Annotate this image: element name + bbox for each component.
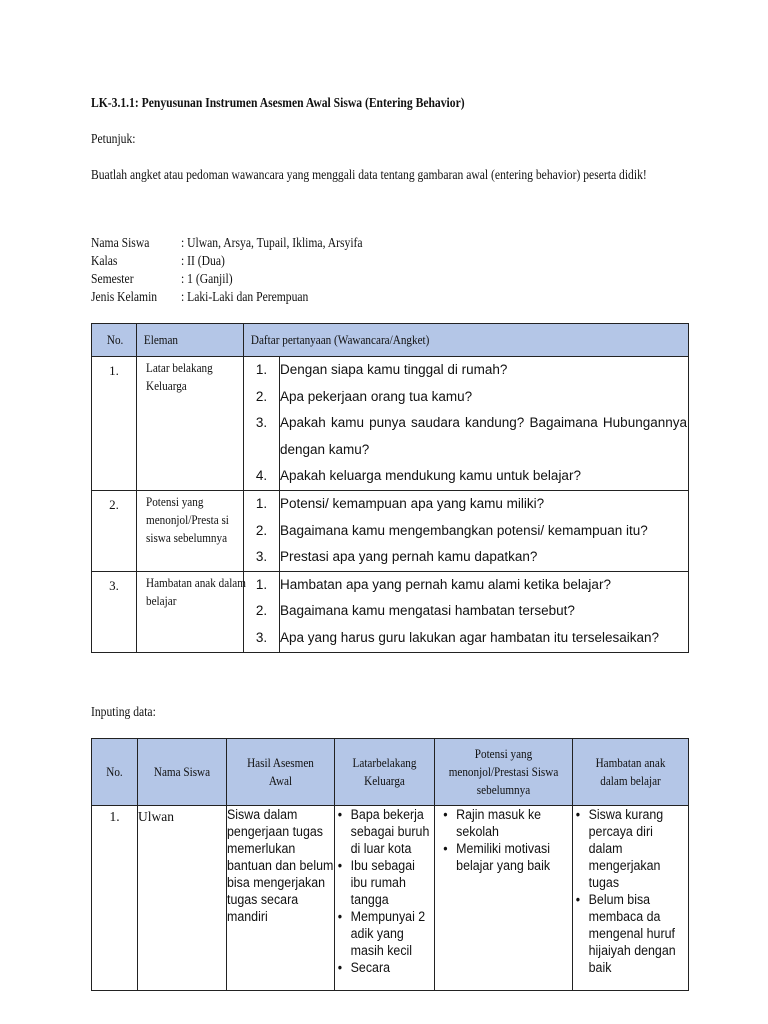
header-questions: Daftar pertanyaan (Wawancara/Angket)	[244, 324, 689, 357]
question-item: 3. Apakah kamu punya saudara kandung? Bagaimana Hubungannya dengan kamu?	[244, 410, 688, 463]
student-name: Ulwan	[138, 806, 227, 991]
row-number: 2.	[92, 490, 137, 571]
learning-obstacles	[573, 806, 689, 991]
table-row	[92, 806, 689, 991]
petunjuk-label: Petunjuk:	[91, 131, 136, 146]
table-row	[92, 490, 689, 571]
question-item: 4. Apakah keluarga mendukung kamu untuk belajar?	[244, 463, 688, 490]
question-item: 2. Apa pekerjaan orang tua kamu?	[244, 384, 688, 411]
assessment-result: Siswa dalam pengerjaan tugas memerlukan bantuan dan belum bisa mengerjakan tugas secara mandiri	[227, 806, 335, 991]
info-key: Jenis Kelamin	[91, 289, 158, 304]
row-number: 3.	[92, 571, 137, 652]
question-item: 3. Prestasi apa yang pernah kamu dapatkan?	[244, 544, 688, 571]
potential-achievement	[435, 806, 573, 991]
list-item: • Mempunyai 2 adik yang masih kecil	[335, 908, 434, 959]
info-row-nama	[91, 234, 392, 252]
question-table	[91, 323, 689, 653]
info-value: : Laki-Laki dan Perempuan	[181, 289, 309, 304]
question-table-header	[92, 324, 689, 357]
instruction-paragraph: Buatlah angket atau pedoman wawancara yang menggali data tentang gambaran awal (entering behavior) peserta didik!	[91, 167, 647, 182]
student-info	[91, 234, 392, 306]
question-item: 1. Dengan siapa kamu tinggal di rumah?	[244, 357, 688, 384]
info-value: : II (Dua)	[181, 253, 225, 268]
question-item: 3. Apa yang harus guru lakukan agar hambatan itu terselesaikan?	[244, 625, 688, 652]
document-title: LK-3.1.1: Penyusunan Instrumen Asesmen Awal Siswa (Entering Behavior)	[91, 95, 465, 110]
question-item: 1. Hambatan apa yang pernah kamu alami ketika belajar?	[244, 572, 688, 599]
list-item: • Rajin masuk ke sekolah	[441, 806, 570, 840]
list-item: • Secara	[335, 959, 434, 976]
questions-cell	[244, 357, 689, 491]
question-item: 2. Bagaimana kamu mengatasi hambatan tersebut?	[244, 598, 688, 625]
row-number: 1.	[92, 806, 138, 991]
table-row	[92, 357, 689, 491]
info-row-semester	[91, 270, 392, 288]
list-item: • Ibu sebagai ibu rumah tangga	[335, 857, 434, 908]
questions-cell	[244, 571, 689, 652]
question-item: 1. Potensi/ kemampuan apa yang kamu miliki?	[244, 491, 688, 518]
table-row	[92, 571, 689, 652]
questions-cell	[244, 490, 689, 571]
element-cell: Hambatan anak dalam belajar	[137, 571, 244, 652]
header-potensi: Potensi yang menonjol/Prestasi Siswa sebelumnya	[435, 739, 573, 806]
list-item: • Memiliki motivasi belajar yang baik	[441, 840, 570, 874]
info-value: : Ulwan, Arsya, Tupail, Iklima, Arsyifa	[181, 235, 363, 250]
info-row-kelas	[91, 252, 392, 270]
header-latar-belakang: Latarbelakang Keluarga	[335, 739, 435, 806]
header-hambatan: Hambatan anak dalam belajar	[573, 739, 689, 806]
info-key: Kalas	[91, 253, 118, 268]
header-no: No.	[92, 739, 138, 806]
header-eleman: Eleman	[137, 324, 244, 357]
info-key: Semester	[91, 271, 134, 286]
row-number: 1.	[92, 357, 137, 491]
element-cell: Latar belakang Keluarga	[137, 357, 244, 491]
header-hasil-asesmen: Hasil Asesmen Awal	[227, 739, 335, 806]
data-table	[91, 738, 689, 991]
element-cell: Potensi yang menonjol/Presta si siswa sebelumnya	[137, 490, 244, 571]
data-table-header	[92, 739, 689, 806]
info-value: : 1 (Ganjil)	[181, 271, 233, 286]
header-no: No.	[92, 324, 137, 357]
info-key: Nama Siswa	[91, 235, 150, 250]
list-item: • Siswa kurang percaya diri dalam mengerjakan tugas	[573, 806, 685, 891]
list-item: • Belum bisa membaca da mengenal huruf hijaiyah dengan baik	[573, 891, 685, 976]
list-item: • Bapa bekerja sebagai buruh di luar kota	[335, 806, 434, 857]
family-background	[335, 806, 435, 991]
question-item: 2. Bagaimana kamu mengembangkan potensi/ kemampuan itu?	[244, 518, 688, 545]
header-nama-siswa: Nama Siswa	[138, 739, 227, 806]
inputing-label: Inputing data:	[91, 704, 156, 719]
info-row-jenis-kelamin	[91, 288, 392, 306]
